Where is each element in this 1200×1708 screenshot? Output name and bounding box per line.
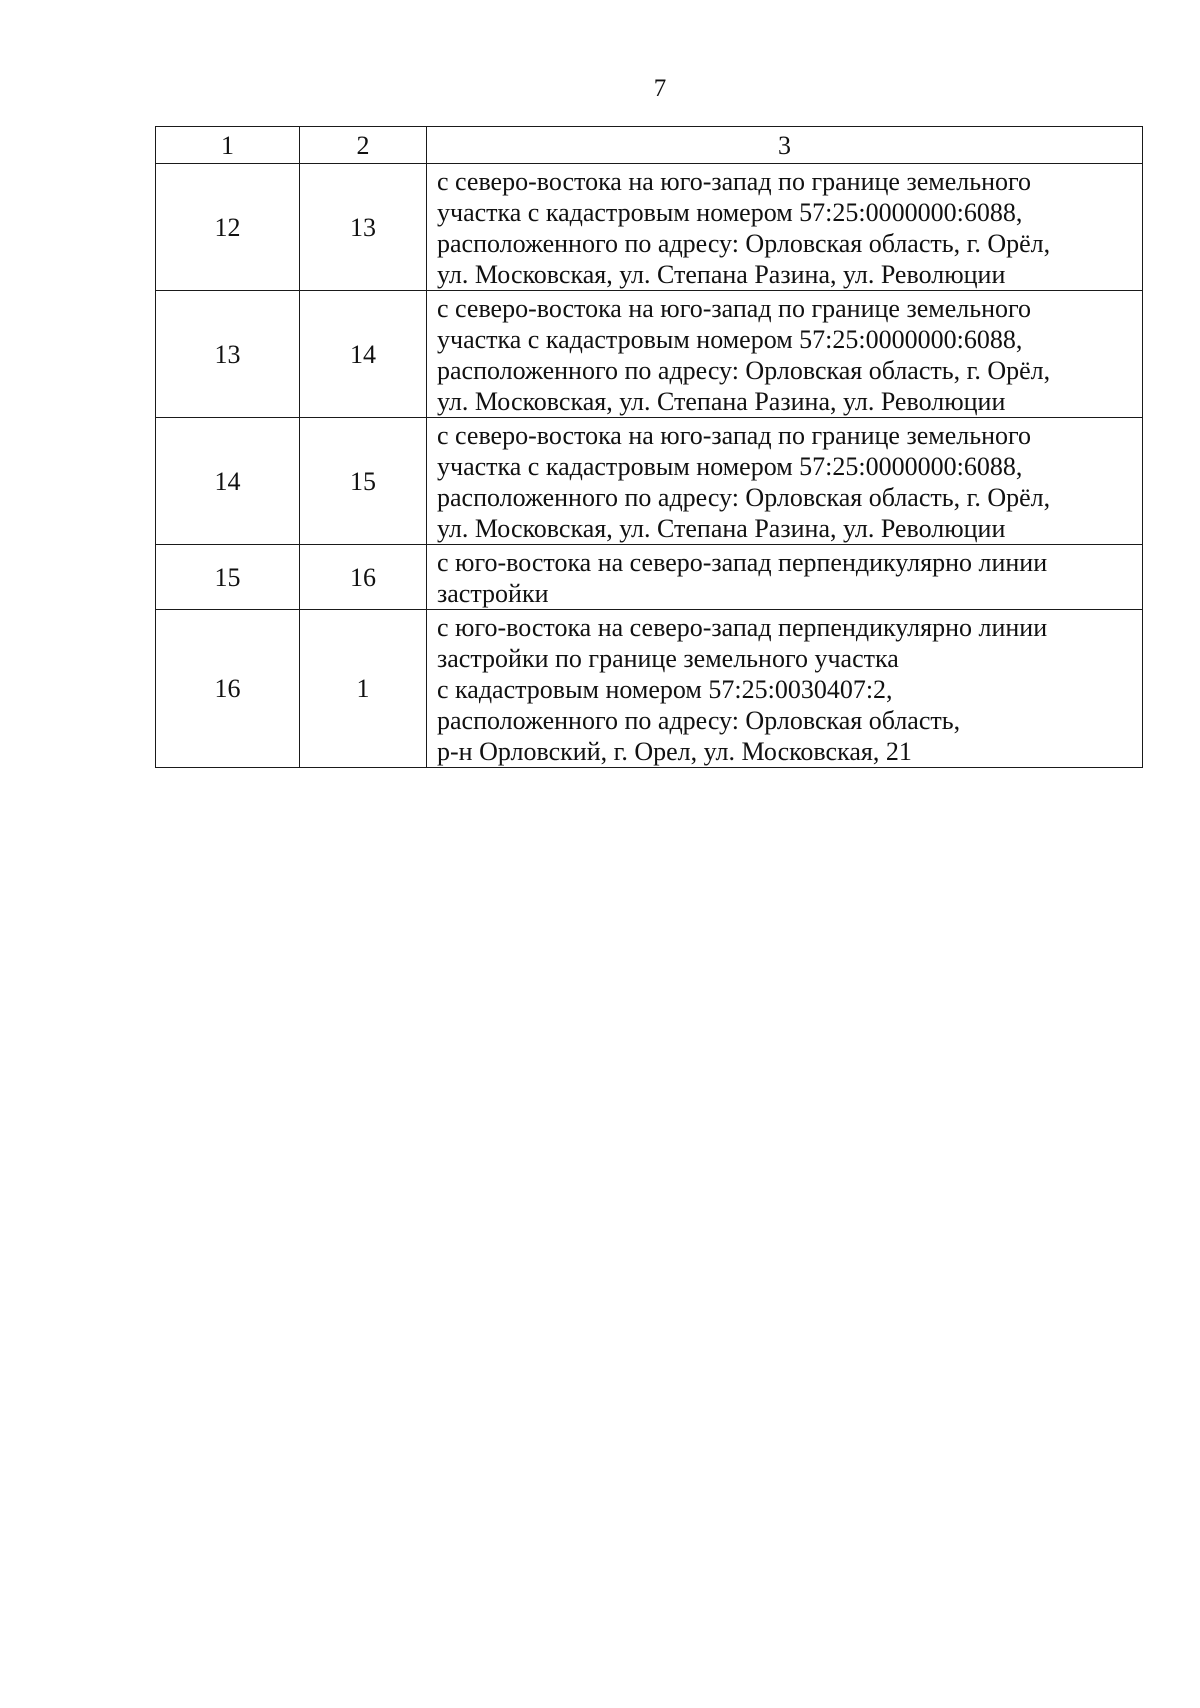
description-line: с кадастровым номером 57:25:0030407:2, (437, 675, 893, 704)
table-row (156, 418, 1143, 545)
boundary-description-cell (427, 545, 1143, 610)
point-from-cell: 13 (156, 291, 300, 418)
description-line: застройки (437, 579, 549, 608)
point-to-cell: 16 (300, 545, 427, 610)
description-line: участка с кадастровым номером 57:25:0000000:6088, (437, 452, 1023, 481)
table-row (156, 164, 1143, 291)
point-from-cell: 14 (156, 418, 300, 545)
table-header-row (156, 127, 1143, 164)
point-to-cell: 1 (300, 610, 427, 768)
table-row (156, 291, 1143, 418)
description-line: расположенного по адресу: Орловская область, г. Орёл, (437, 483, 1051, 512)
point-from-cell: 15 (156, 545, 300, 610)
header-col-3: 3 (427, 127, 1143, 164)
description-line: с северо-востока на юго-запад по границе земельного (437, 421, 1032, 450)
table-row (156, 545, 1143, 610)
header-col-2: 2 (300, 127, 427, 164)
description-line: р-н Орловский, г. Орел, ул. Московская, 21 (437, 737, 912, 766)
description-line: расположенного по адресу: Орловская область, (437, 706, 961, 735)
description-line: расположенного по адресу: Орловская область, г. Орёл, (437, 229, 1051, 258)
boundary-description-cell (427, 291, 1143, 418)
boundary-description-table (155, 126, 1143, 768)
table-row (156, 610, 1143, 768)
point-from-cell: 12 (156, 164, 300, 291)
description-line: расположенного по адресу: Орловская область, г. Орёл, (437, 356, 1051, 385)
point-to-cell: 15 (300, 418, 427, 545)
boundary-description-cell (427, 418, 1143, 545)
header-col-1: 1 (156, 127, 300, 164)
boundary-description-cell (427, 164, 1143, 291)
point-from-cell: 16 (156, 610, 300, 768)
description-line: с юго-востока на северо-запад перпендикулярно линии (437, 548, 1048, 577)
description-line: с северо-востока на юго-запад по границе земельного (437, 294, 1032, 323)
point-to-cell: 13 (300, 164, 427, 291)
description-line: застройки по границе земельного участка (437, 644, 899, 673)
description-line: ул. Московская, ул. Степана Разина, ул. Революции (437, 387, 1006, 416)
description-line: участка с кадастровым номером 57:25:0000000:6088, (437, 325, 1023, 354)
boundary-description-cell (427, 610, 1143, 768)
page-number: 7 (653, 75, 667, 102)
description-line: участка с кадастровым номером 57:25:0000000:6088, (437, 198, 1023, 227)
description-line: с юго-востока на северо-запад перпендикулярно линии (437, 613, 1048, 642)
point-to-cell: 14 (300, 291, 427, 418)
description-line: ул. Московская, ул. Степана Разина, ул. Революции (437, 260, 1006, 289)
description-line: с северо-востока на юго-запад по границе земельного (437, 167, 1032, 196)
description-line: ул. Московская, ул. Степана Разина, ул. Революции (437, 514, 1006, 543)
